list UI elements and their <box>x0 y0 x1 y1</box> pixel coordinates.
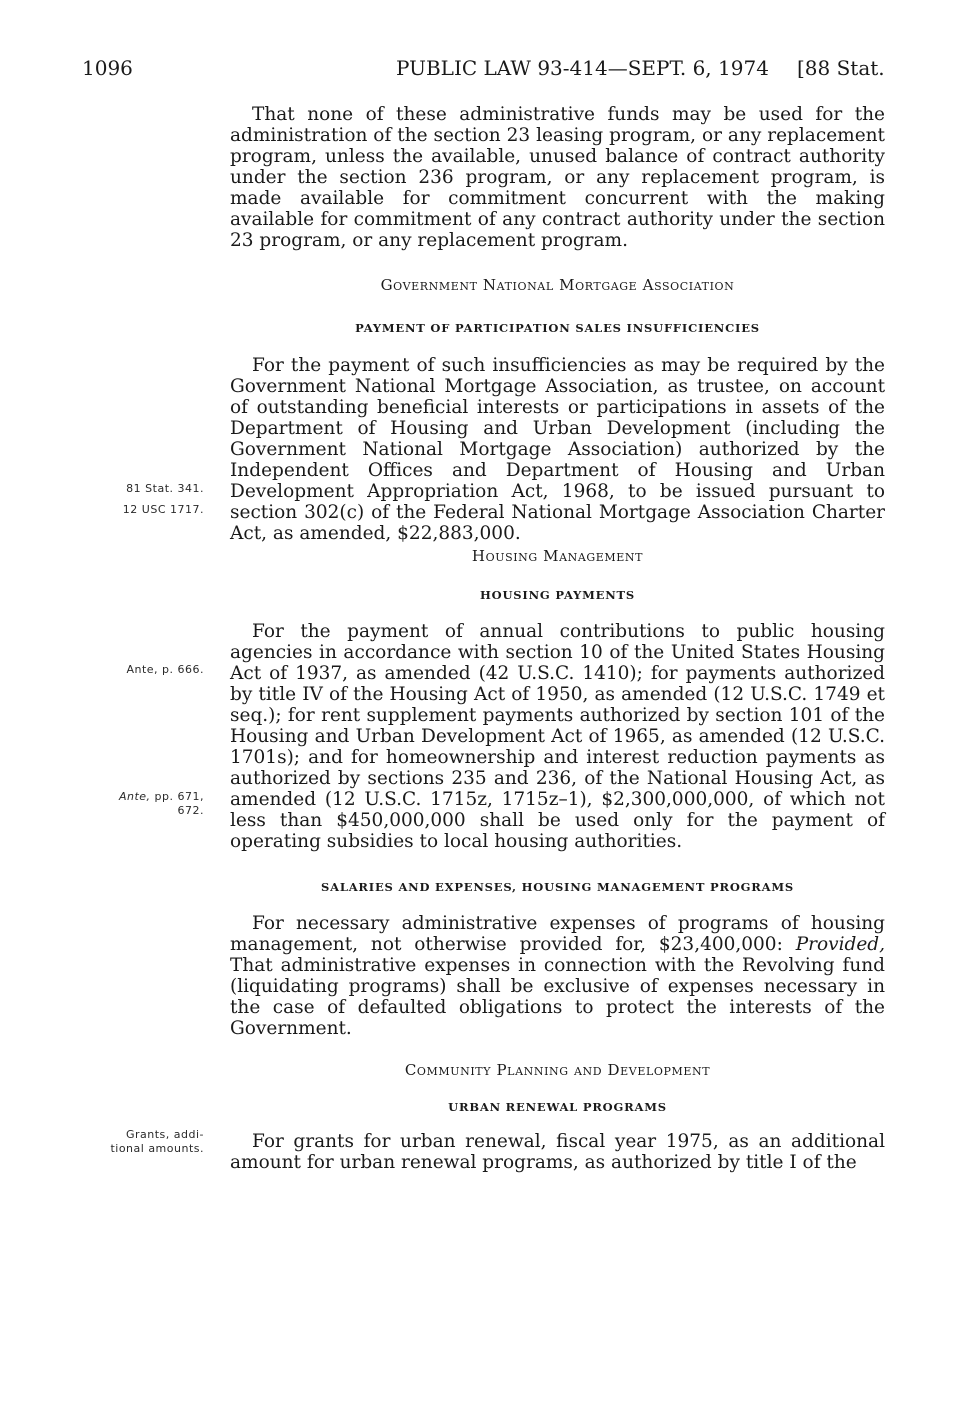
paragraph-leasing-restriction: That none of these administrative funds may be used for the administration of the section 23 leasing program, or any replacement program, unless the available, unused balance of contract authority under the section 236 program, or any replacement program, is made available for commitment concurrent with the making available for commitment of any contract authority under the section 23 program, or any replacement program. <box>230 104 885 251</box>
margin-note-usc-1717: 12 USC 1717. <box>122 503 204 516</box>
paragraph-urban-renewal: For grants for urban renewal, fiscal year 1975, as an additional amount for urban renewal programs, as authorized by title I of the <box>230 1131 885 1173</box>
heading-urban-renewal: URBAN RENEWAL PROGRAMS <box>448 1100 667 1114</box>
law-title: PUBLIC LAW 93-414—SEPT. 6, 1974 <box>396 56 769 80</box>
stat-reference: [88 Stat. <box>797 56 885 80</box>
heading-housing-payments: HOUSING PAYMENTS <box>480 588 635 602</box>
page-number: 1096 <box>82 56 133 80</box>
heading-salaries-expenses: SALARIES AND EXPENSES, HOUSING MANAGEMENT PROGRAMS <box>321 880 794 894</box>
margin-note-grants: Grants, addi- tional amounts. <box>110 1128 204 1155</box>
heading-gnma: Government National Mortgage Association <box>380 276 735 294</box>
running-head <box>0 56 960 82</box>
margin-note-ante-666: Ante, p. 666. <box>126 663 204 676</box>
paragraph-salaries-expenses: For necessary administrative expenses of programs of housing management, not otherwise provided for, $23,400,000: Provided, That administrative expenses in connection with the Revolving fund (liquidating programs) shall be exclusive of expenses necessary in the case of defaulted obligations to protect the interests of the Government. <box>230 913 885 1039</box>
paragraph-participation-sales: For the payment of such insufficiencies as may be required by the Government National Mortgage Association, as trustee, on account of outstanding beneficial interests or participations in assets of the Department of Housing and Urban Development (including the Government National Mortgage Association) authorized by the Independent Offices and Department of Housing and Urban Development Appropriation Act, 1968, to be issued pursuant to section 302(c) of the Federal National Mortgage Association Charter Act, as amended, $22,883,000. <box>230 355 885 544</box>
heading-participation-sales: PAYMENT OF PARTICIPATION SALES INSUFFICIENCIES <box>355 321 760 335</box>
provided-keyword: Provided, <box>795 934 885 955</box>
heading-housing-management: Housing Management <box>471 547 644 565</box>
margin-note-stat-341: 81 Stat. 341. <box>126 482 204 495</box>
heading-community-planning: Community Planning and Development <box>404 1061 711 1079</box>
margin-note-ante-671: Ante, pp. 671, 672. <box>118 790 204 817</box>
paragraph-housing-payments: For the payment of annual contributions to public housing agencies in accordance with section 10 of the United States Housing Act of 1937, as amended (42 U.S.C. 1410); for payments authorized by title IV of the Housing Act of 1950, as amended (12 U.S.C. 1749 et seq.); for rent supplement payments authorized by section 101 of the Housing and Urban Development Act of 1965, as amended (12 U.S.C. 1701s); and for homeownership and interest reduction payments as authorized by sections 235 and 236, of the National Housing Act, as amended (12 U.S.C. 1715z, 1715z–1), $2,300,000,000, of which not less than $450,000,000 shall be used only for the payment of operating subsidies to local housing authorities. <box>230 621 885 852</box>
